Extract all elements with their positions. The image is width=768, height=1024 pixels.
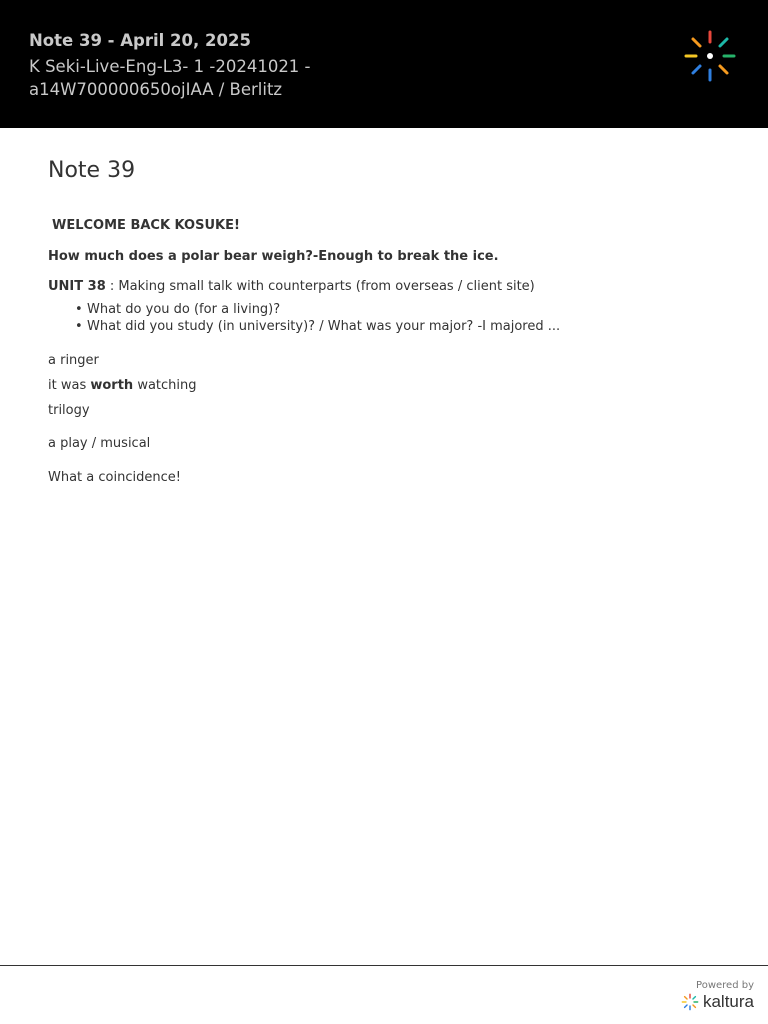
unit-text: : Making small talk with counterparts (from overseas / client site): [105, 279, 535, 294]
kaltura-flower-icon: [681, 993, 699, 1011]
joke-line: How much does a polar bear weigh?-Enough to break the ice.: [48, 249, 499, 264]
unit-bullet-list: [75, 302, 560, 335]
list-item: • What did you study (in university)? / What was your major? -I majored ...: [75, 318, 561, 334]
powered-by-label: Powered by: [696, 980, 754, 991]
page-header: [0, 0, 768, 128]
note-header-subtitle: K Seki-Live-Eng-L3- 1 -20241021 - a14W700000650ojIAA / Berlitz: [29, 57, 311, 99]
unit-label: UNIT 38: [48, 279, 106, 294]
note-content: [48, 156, 728, 485]
list-item: • What do you do (for a living)?: [75, 302, 281, 317]
note-header-title: Note 39 - April 20, 2025: [29, 31, 251, 50]
kaltura-brand-name: kaltura: [702, 992, 754, 1011]
powered-by-kaltura: [681, 980, 754, 1012]
coincidence-line: What a coincidence!: [48, 470, 181, 485]
trilogy-line: trilogy: [48, 403, 90, 418]
worth-line: it was worth watching: [48, 378, 197, 393]
welcome-line: WELCOME BACK KOSUKE!: [52, 218, 240, 233]
brand-row: [681, 992, 754, 1012]
kaltura-flower-icon: [683, 29, 737, 83]
ringer-line: a ringer: [48, 353, 99, 368]
footer-divider: [0, 965, 768, 966]
play-line: a play / musical: [48, 436, 151, 451]
unit-line: [48, 278, 535, 295]
note-title: Note 39: [48, 158, 136, 183]
